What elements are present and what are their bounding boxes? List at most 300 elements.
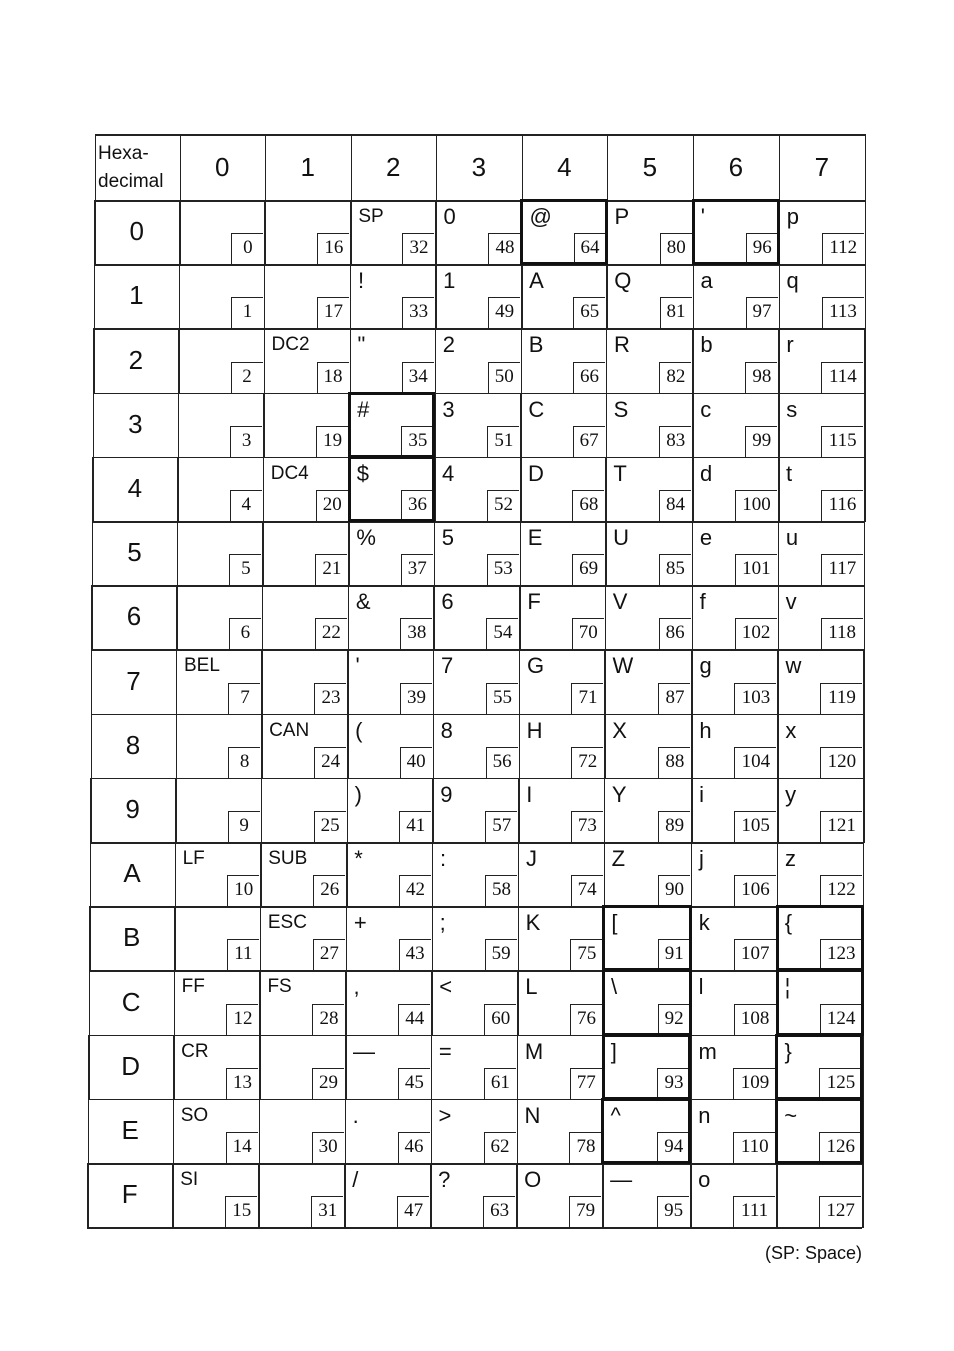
row-header-5: 5: [127, 537, 142, 568]
grid-line: [94, 264, 865, 266]
cell-glyph-120: x: [785, 717, 797, 743]
cell-glyph-87: W: [612, 653, 634, 679]
cell-glyph-70: F: [527, 589, 541, 615]
cell-code-47: 47: [397, 1196, 429, 1227]
cell-glyph-109: m: [698, 1038, 717, 1064]
cell-glyph-81: Q: [614, 268, 632, 294]
grid-line: [431, 1035, 433, 1100]
cell-glyph-71: G: [526, 653, 545, 679]
footnote: (SP: Space): [764, 1243, 862, 1263]
cell-code-85: 85: [659, 554, 691, 585]
cell-glyph-20: DC4: [270, 462, 309, 484]
cell-code-80: 80: [660, 233, 692, 264]
grid-line: [95, 134, 97, 201]
cell-glyph-115: s: [786, 396, 798, 422]
grid-line: [778, 585, 780, 650]
cell-code-22: 22: [315, 618, 347, 649]
grid-line: [692, 585, 694, 650]
cell-glyph-67: C: [528, 396, 545, 422]
grid-line: [602, 1163, 604, 1228]
grid-line: [777, 970, 779, 1035]
cell-glyph-41: ): [354, 781, 362, 807]
grid-line: [94, 328, 865, 330]
grid-line: [865, 200, 867, 265]
row-header-3: 3: [128, 408, 143, 439]
cell-code-52: 52: [487, 490, 519, 521]
cell-code-65: 65: [573, 297, 605, 328]
cell-glyph-100: d: [700, 460, 713, 486]
grid-line: [176, 714, 178, 779]
grid-line: [173, 1099, 175, 1164]
grid-line: [778, 521, 780, 586]
cell-glyph-93: ]: [610, 1038, 617, 1064]
cell-glyph-96: ': [700, 204, 705, 229]
cell-glyph-105: i: [699, 781, 705, 807]
cell-glyph-125: }: [784, 1038, 792, 1064]
grid-line: [690, 1035, 692, 1100]
grid-line: [863, 778, 865, 843]
grid-line: [347, 649, 349, 714]
grid-line: [262, 521, 264, 586]
cell-code-100: 100: [735, 490, 777, 521]
grid-line: [778, 328, 780, 393]
cell-code-37: 37: [401, 554, 433, 585]
cell-glyph-117: u: [785, 525, 799, 550]
cell-glyph-88: X: [612, 717, 627, 743]
cell-code-29: 29: [312, 1068, 344, 1099]
cell-code-50: 50: [488, 362, 520, 393]
cell-code-33: 33: [402, 297, 434, 328]
cell-glyph-104: h: [699, 717, 712, 743]
cell-glyph-12: FF: [181, 976, 205, 998]
grid-line: [864, 585, 866, 650]
cell-glyph-47: /: [352, 1167, 359, 1192]
grid-line: [263, 393, 265, 458]
grid-line: [517, 970, 519, 1035]
cell-code-83: 83: [659, 426, 691, 457]
cell-glyph-44: ,: [353, 974, 360, 1000]
cell-code-10: 10: [227, 875, 259, 906]
cell-glyph-53: 5: [441, 525, 454, 550]
grid-line: [603, 970, 605, 1035]
cell-glyph-26: SUB: [268, 848, 308, 869]
cell-code-93: 93: [657, 1068, 689, 1099]
cell-code-67: 67: [573, 426, 605, 457]
cell-code-127: 127: [819, 1196, 861, 1227]
grid-line: [519, 714, 521, 779]
cell-code-115: 115: [821, 426, 863, 457]
cell-code-7: 7: [228, 683, 260, 714]
cell-code-43: 43: [399, 939, 431, 970]
grid-line: [518, 842, 520, 907]
cell-code-42: 42: [399, 875, 431, 906]
grid-line: [603, 906, 605, 971]
grid-line: [264, 328, 266, 393]
grid-line: [261, 714, 263, 779]
cell-glyph-38: &: [355, 589, 371, 615]
grid-line: [862, 1163, 864, 1228]
cell-glyph-54: 6: [441, 589, 454, 615]
cell-glyph-27: ESC: [267, 912, 307, 934]
cell-code-113: 113: [822, 297, 864, 328]
cell-code-110: 110: [733, 1132, 775, 1163]
cell-code-90: 90: [658, 875, 690, 906]
grid-line: [93, 393, 864, 395]
grid-line: [435, 328, 437, 393]
grid-line: [863, 906, 865, 971]
cell-glyph-37: %: [356, 525, 376, 550]
cell-glyph-42: *: [354, 846, 363, 871]
column-header-7: 7: [814, 152, 830, 182]
cell-glyph-62: >: [438, 1102, 452, 1128]
grid-line: [779, 264, 781, 329]
cell-code-117: 117: [821, 554, 863, 585]
cell-code-61: 61: [484, 1068, 516, 1099]
grid-line: [87, 1227, 862, 1229]
cell-glyph-64: @: [529, 204, 552, 229]
grid-line: [261, 778, 263, 843]
grid-line: [434, 393, 436, 458]
grid-line: [89, 970, 863, 972]
cell-code-95: 95: [657, 1196, 689, 1227]
cell-code-53: 53: [487, 554, 519, 585]
cell-code-19: 19: [316, 426, 348, 457]
cell-glyph-102: f: [699, 589, 706, 615]
cell-glyph-90: Z: [611, 846, 626, 871]
column-header-2: 2: [386, 152, 401, 182]
cell-code-71: 71: [571, 683, 603, 714]
grid-line: [349, 393, 351, 458]
grid-line: [87, 1163, 862, 1165]
cell-glyph-58: :: [439, 846, 447, 871]
grid-line: [605, 457, 607, 522]
cell-glyph-116: t: [786, 460, 793, 486]
cell-glyph-108: l: [698, 974, 704, 1000]
grid-line: [863, 842, 865, 907]
grid-line: [604, 842, 606, 907]
cell-glyph-14: SO: [180, 1104, 209, 1126]
cell-glyph-69: E: [527, 525, 543, 550]
grid-line: [607, 200, 609, 265]
grid-line: [864, 457, 866, 522]
grid-line: [603, 1035, 605, 1100]
grid-line: [692, 328, 694, 393]
cell-code-4: 4: [230, 490, 262, 521]
cell-code-62: 62: [484, 1132, 516, 1163]
cell-code-60: 60: [484, 1004, 516, 1035]
cell-code-56: 56: [486, 747, 518, 778]
grid-line: [350, 200, 352, 265]
grid-line: [864, 521, 866, 586]
cell-code-125: 125: [819, 1068, 861, 1099]
cell-code-51: 51: [487, 426, 519, 457]
grid-line: [605, 585, 607, 650]
corner-label-line-2: decimal: [98, 171, 164, 192]
cell-code-106: 106: [734, 875, 776, 906]
grid-line: [262, 585, 264, 650]
cell-code-36: 36: [401, 490, 433, 521]
cell-code-35: 35: [401, 426, 433, 457]
cell-code-45: 45: [398, 1068, 430, 1099]
grid-line: [177, 457, 179, 522]
grid-line: [432, 906, 434, 971]
cell-glyph-60: <: [439, 974, 453, 1000]
cell-code-99: 99: [745, 426, 777, 457]
cell-code-89: 89: [658, 811, 690, 842]
cell-glyph-95: —: [610, 1167, 633, 1192]
row-header-9: 9: [125, 793, 140, 824]
grid-line: [863, 649, 865, 714]
cell-code-105: 105: [734, 811, 776, 842]
cell-code-6: 6: [229, 618, 261, 649]
grid-line: [520, 521, 522, 586]
cell-glyph-59: ;: [439, 910, 446, 936]
grid-line: [178, 393, 180, 458]
grid-line: [691, 778, 693, 843]
row-header-1: 1: [129, 280, 144, 311]
cell-code-102: 102: [735, 618, 777, 649]
grid-line: [175, 842, 177, 907]
cell-code-59: 59: [485, 939, 517, 970]
cell-glyph-39: ': [355, 653, 360, 679]
grid-line: [691, 842, 693, 907]
grid-line: [345, 1035, 347, 1100]
cell-glyph-124: ¦: [784, 974, 791, 1000]
row-header-E: E: [121, 1114, 139, 1145]
grid-line: [174, 970, 176, 1035]
row-header-0: 0: [129, 216, 145, 247]
cell-code-94: 94: [657, 1132, 689, 1163]
cell-code-111: 111: [733, 1196, 775, 1227]
grid-line: [349, 457, 351, 522]
cell-glyph-106: j: [698, 846, 704, 871]
cell-glyph-52: 4: [442, 460, 455, 486]
cell-glyph-80: P: [614, 204, 630, 229]
cell-code-64: 64: [574, 233, 606, 264]
cell-glyph-66: B: [528, 332, 544, 358]
cell-glyph-68: D: [528, 460, 544, 486]
grid-line: [259, 970, 261, 1035]
cell-code-70: 70: [572, 618, 604, 649]
grid-line: [779, 200, 781, 265]
cell-code-28: 28: [312, 1004, 344, 1035]
cell-glyph-28: FS: [267, 976, 292, 998]
grid-line: [431, 1099, 433, 1164]
cell-code-12: 12: [226, 1004, 258, 1035]
cell-glyph-55: 7: [440, 653, 454, 679]
column-header-4: 4: [557, 152, 572, 182]
cell-glyph-86: V: [612, 589, 628, 615]
hexadecimal-corner-label: [98, 140, 163, 196]
grid-line: [519, 585, 521, 650]
cell-code-104: 104: [734, 747, 776, 778]
grid-line: [431, 970, 433, 1035]
cell-glyph-91: [: [611, 910, 618, 936]
row-header-C: C: [121, 986, 141, 1017]
cell-glyph-79: O: [524, 1167, 542, 1192]
grid-line: [259, 1099, 261, 1164]
grid-line: [517, 1035, 519, 1100]
cell-code-108: 108: [734, 1004, 776, 1035]
grid-line: [778, 393, 780, 458]
cell-code-96: 96: [746, 233, 778, 264]
cell-code-9: 9: [228, 811, 260, 842]
row-header-B: B: [122, 922, 141, 953]
grid-line: [777, 778, 779, 843]
cell-code-55: 55: [486, 683, 518, 714]
cell-code-44: 44: [398, 1004, 430, 1035]
cell-glyph-101: e: [699, 525, 713, 550]
grid-line: [777, 906, 779, 971]
cell-glyph-74: J: [525, 846, 537, 871]
grid-line: [521, 264, 523, 329]
grid-line: [178, 328, 180, 393]
cell-glyph-34: ": [357, 332, 366, 358]
grid-line: [604, 714, 606, 779]
cell-glyph-76: L: [525, 974, 538, 1000]
grid-line: [88, 1099, 862, 1101]
grid-line: [518, 778, 520, 843]
cell-glyph-121: y: [785, 781, 797, 807]
cell-glyph-18: DC2: [271, 334, 310, 356]
cell-glyph-98: b: [700, 332, 713, 358]
cell-code-57: 57: [485, 811, 517, 842]
grid-line: [864, 393, 866, 458]
grid-line: [91, 714, 864, 716]
grid-line: [434, 521, 436, 586]
column-header-6: 6: [728, 152, 744, 182]
cell-glyph-40: (: [355, 717, 363, 743]
grid-line: [777, 649, 779, 714]
cell-code-17: 17: [317, 297, 349, 328]
grid-line: [95, 134, 865, 136]
grid-line: [432, 842, 434, 907]
cell-code-76: 76: [570, 1004, 602, 1035]
grid-line: [692, 521, 694, 586]
grid-line: [690, 1163, 692, 1228]
row-header-6: 6: [126, 601, 142, 632]
grid-line: [693, 264, 695, 329]
grid-line: [602, 1099, 604, 1164]
cell-glyph-112: p: [786, 204, 799, 229]
cell-glyph-94: ^: [610, 1102, 621, 1128]
grid-line: [172, 1163, 174, 1228]
cell-code-119: 119: [820, 683, 862, 714]
grid-line: [176, 585, 178, 650]
cell-glyph-45: —: [353, 1038, 376, 1064]
grid-line: [864, 328, 866, 393]
cell-glyph-77: M: [524, 1038, 544, 1064]
cell-glyph-10: LF: [182, 848, 205, 869]
cell-glyph-113: q: [786, 268, 799, 294]
cell-code-78: 78: [569, 1132, 601, 1163]
grid-line: [345, 970, 347, 1035]
grid-line: [691, 714, 693, 779]
grid-line: [258, 1163, 260, 1228]
cell-code-18: 18: [317, 362, 349, 393]
cell-code-75: 75: [570, 939, 602, 970]
cell-code-101: 101: [735, 554, 777, 585]
grid-line: [432, 778, 434, 843]
grid-line: [347, 778, 349, 843]
cell-glyph-119: w: [785, 653, 802, 679]
grid-line: [691, 906, 693, 971]
grid-line: [433, 714, 435, 779]
cell-code-39: 39: [400, 683, 432, 714]
grid-line: [89, 906, 863, 908]
cell-code-48: 48: [488, 233, 520, 264]
grid-line: [435, 200, 437, 265]
grid-line: [521, 328, 523, 393]
cell-code-11: 11: [227, 939, 259, 970]
grid-line: [92, 521, 864, 523]
grid-line: [520, 457, 522, 522]
cell-code-87: 87: [658, 683, 690, 714]
cell-code-24: 24: [314, 747, 346, 778]
cell-code-97: 97: [746, 297, 778, 328]
cell-glyph-85: U: [613, 525, 629, 550]
grid-line: [261, 649, 263, 714]
cell-code-40: 40: [400, 747, 432, 778]
cell-glyph-73: I: [526, 781, 533, 807]
cell-code-107: 107: [734, 939, 776, 970]
cell-glyph-49: 1: [443, 268, 456, 294]
row-header-8: 8: [125, 729, 141, 760]
grid-line: [862, 1035, 864, 1100]
cell-code-23: 23: [314, 683, 346, 714]
cell-code-82: 82: [659, 362, 691, 393]
cell-code-0: 0: [231, 233, 263, 264]
cell-glyph-82: R: [613, 332, 630, 358]
cell-glyph-126: ~: [784, 1102, 798, 1128]
cell-glyph-89: Y: [611, 781, 627, 807]
cell-glyph-107: k: [698, 910, 710, 936]
grid-line: [348, 585, 350, 650]
grid-line: [346, 842, 348, 907]
cell-glyph-99: c: [700, 396, 712, 422]
grid-line: [348, 521, 350, 586]
grid-line: [434, 457, 436, 522]
cell-glyph-61: =: [438, 1038, 452, 1064]
cell-code-21: 21: [315, 554, 347, 585]
cell-code-14: 14: [226, 1132, 258, 1163]
cell-glyph-33: !: [357, 268, 365, 294]
cell-code-112: 112: [822, 233, 864, 264]
grid-line: [776, 1099, 778, 1164]
row-header-A: A: [123, 858, 141, 889]
grid-line: [175, 778, 177, 843]
cell-code-73: 73: [571, 811, 603, 842]
cell-code-109: 109: [733, 1068, 775, 1099]
grid-line: [692, 457, 694, 522]
cell-code-123: 123: [820, 939, 862, 970]
grid-line: [179, 200, 181, 265]
cell-code-88: 88: [658, 747, 690, 778]
cell-glyph-110: n: [698, 1102, 711, 1128]
cell-code-3: 3: [230, 426, 262, 457]
cell-code-13: 13: [226, 1068, 258, 1099]
cell-code-31: 31: [311, 1196, 343, 1227]
grid-line: [90, 842, 863, 844]
grid-line: [179, 264, 181, 329]
grid-line: [862, 1099, 864, 1164]
grid-line: [777, 714, 779, 779]
grid-line: [260, 906, 262, 971]
cell-code-72: 72: [571, 747, 603, 778]
column-header-0: 0: [215, 152, 230, 182]
cell-code-81: 81: [660, 297, 692, 328]
cell-code-98: 98: [745, 362, 777, 393]
